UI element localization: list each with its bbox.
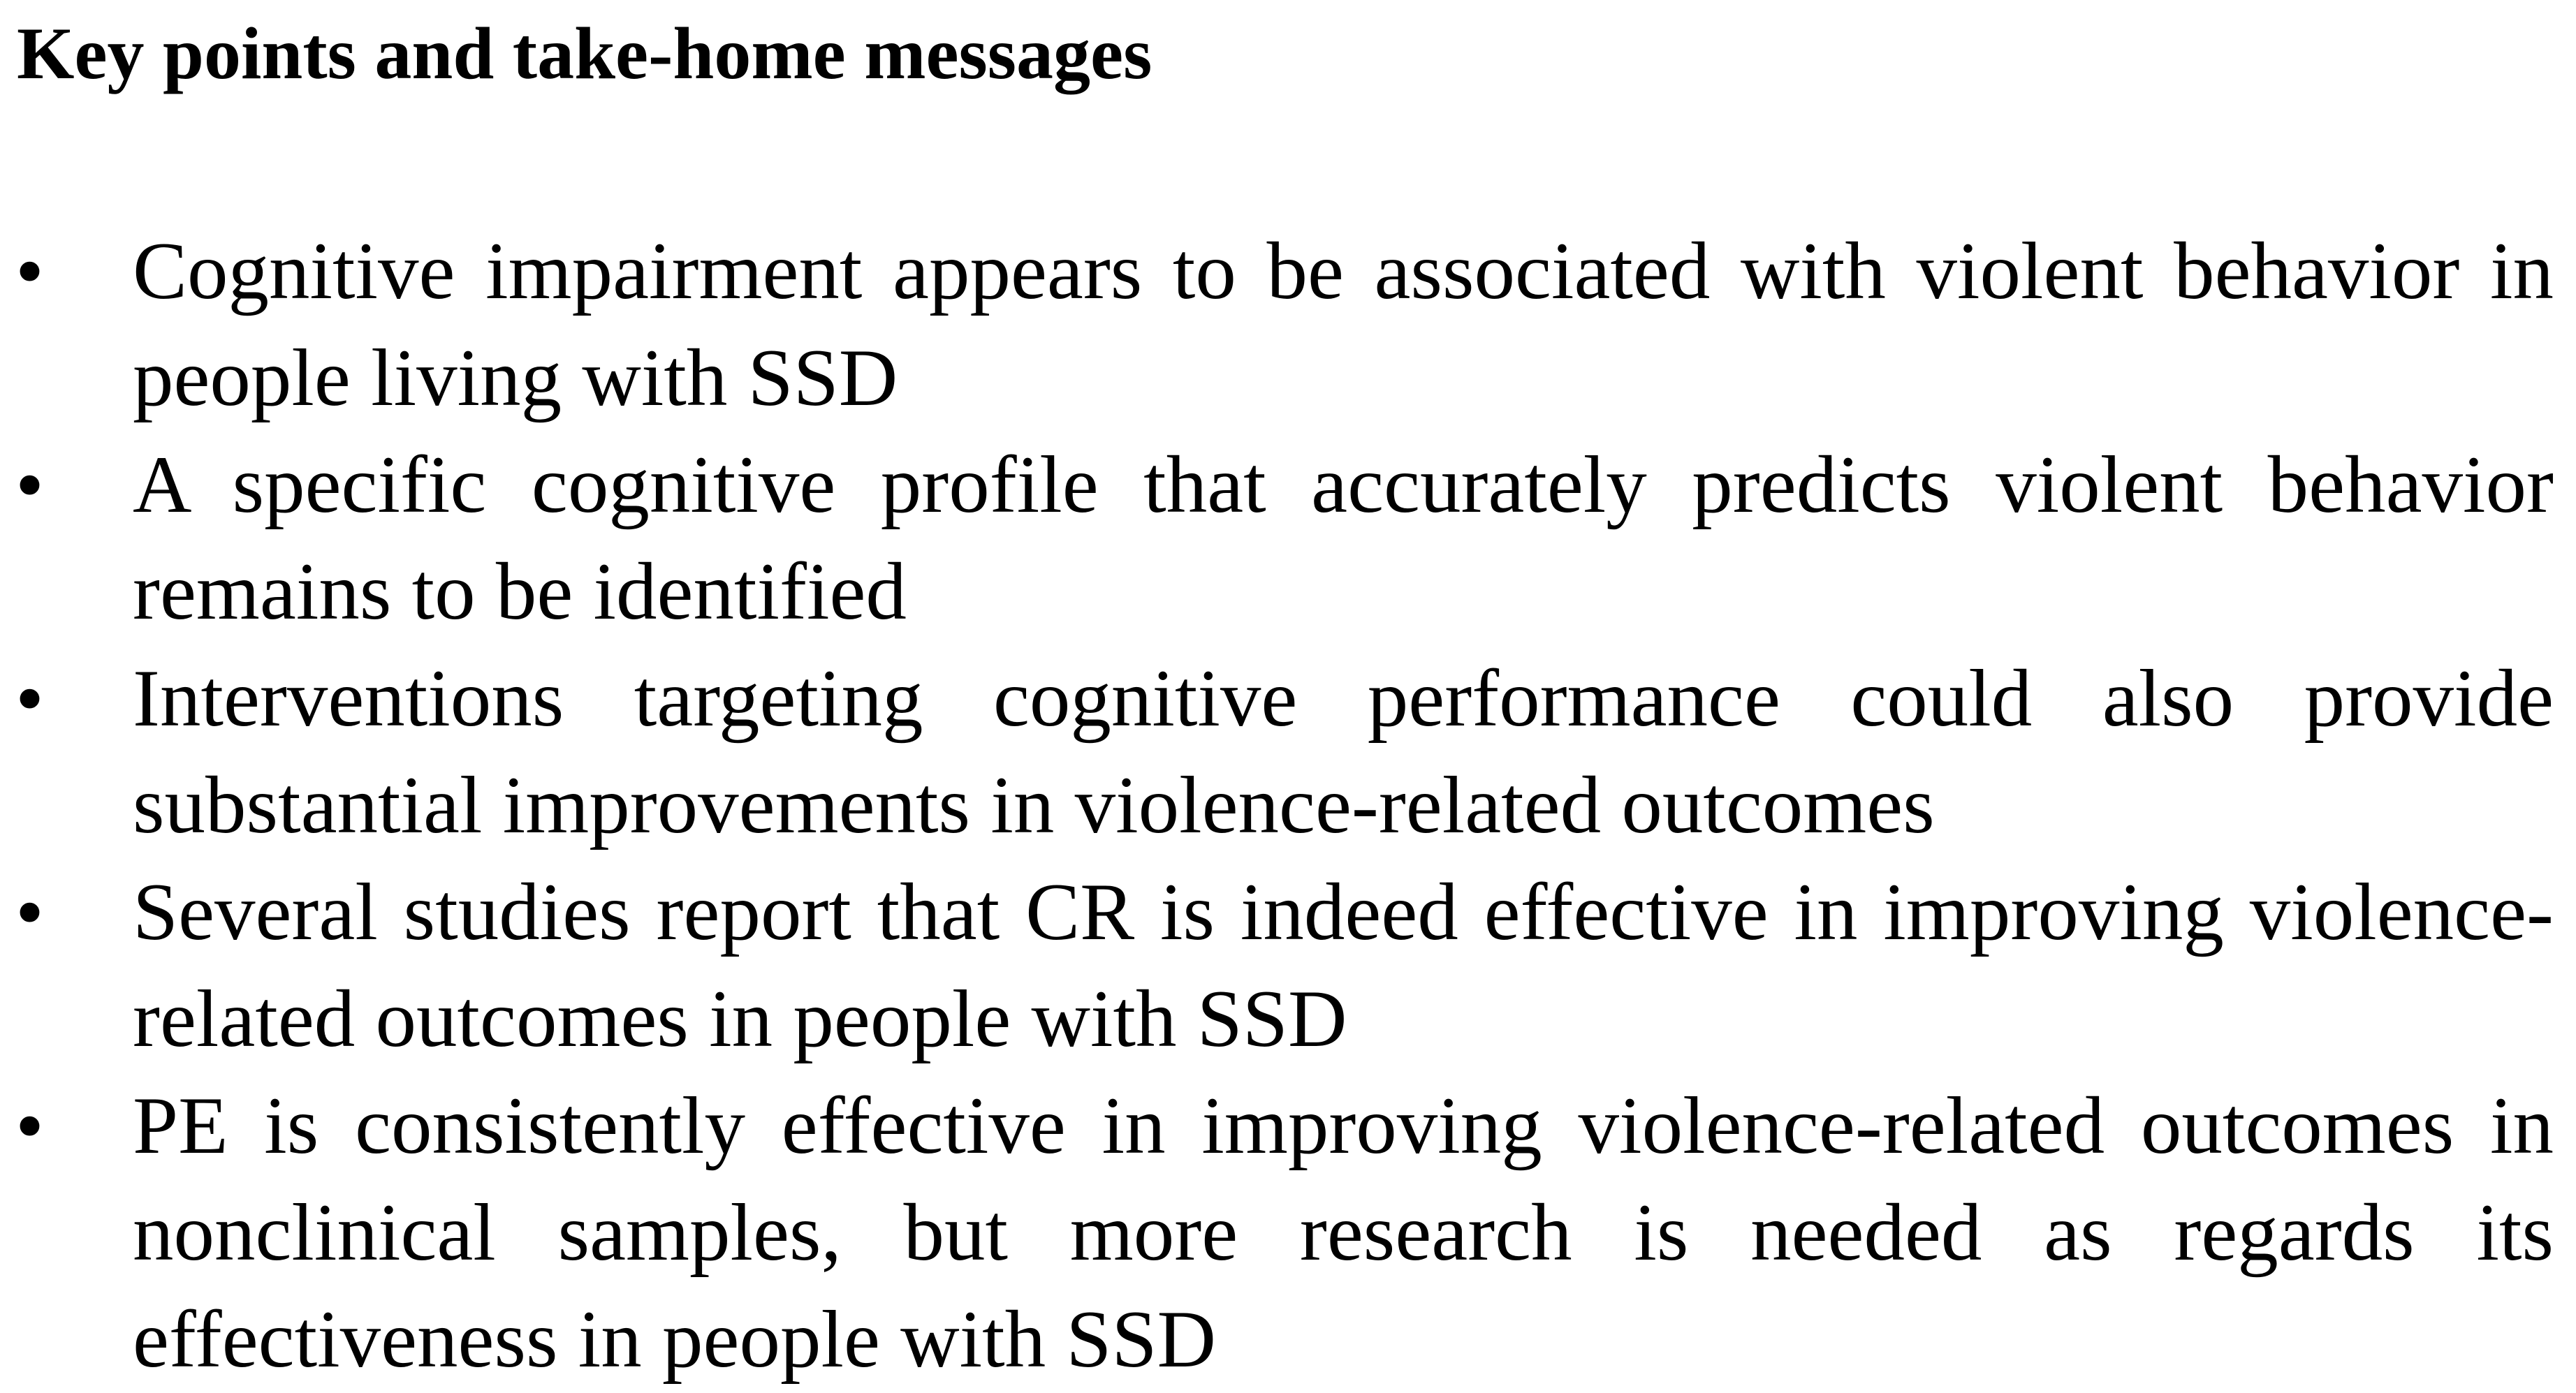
list-item [0,1073,2554,1393]
bullet-icon: • [15,1081,44,1171]
list-item-text: Cognitive impairment appears to be associated with violent behavior in people living with SSD [133,226,2554,423]
page-title: Key points and take-home messages [17,13,1152,94]
list-item [0,645,2554,859]
bullet-icon: • [15,654,44,744]
bullet-icon: • [15,440,44,530]
list-item-text: Several studies report that CR is indeed effective in improving violence-related outcomes in people with SSD [133,867,2554,1064]
list-item-text: Interventions targeting cognitive performance could also provide substantial improvements in violence-related outcomes [133,654,2554,850]
list-item-text: PE is consistently effective in improving violence-related outcomes in nonclinical samples, but more research is needed as regards its effectiveness in people with SSD [133,1081,2554,1385]
list-item [0,859,2554,1073]
list-item-text: A specific cognitive profile that accurately predicts violent behavior remains to be identified [133,440,2554,637]
list-item [0,432,2554,645]
key-points-list [0,218,2576,1393]
bullet-icon: • [15,226,44,316]
list-item [0,218,2554,432]
bullet-icon: • [15,867,44,957]
